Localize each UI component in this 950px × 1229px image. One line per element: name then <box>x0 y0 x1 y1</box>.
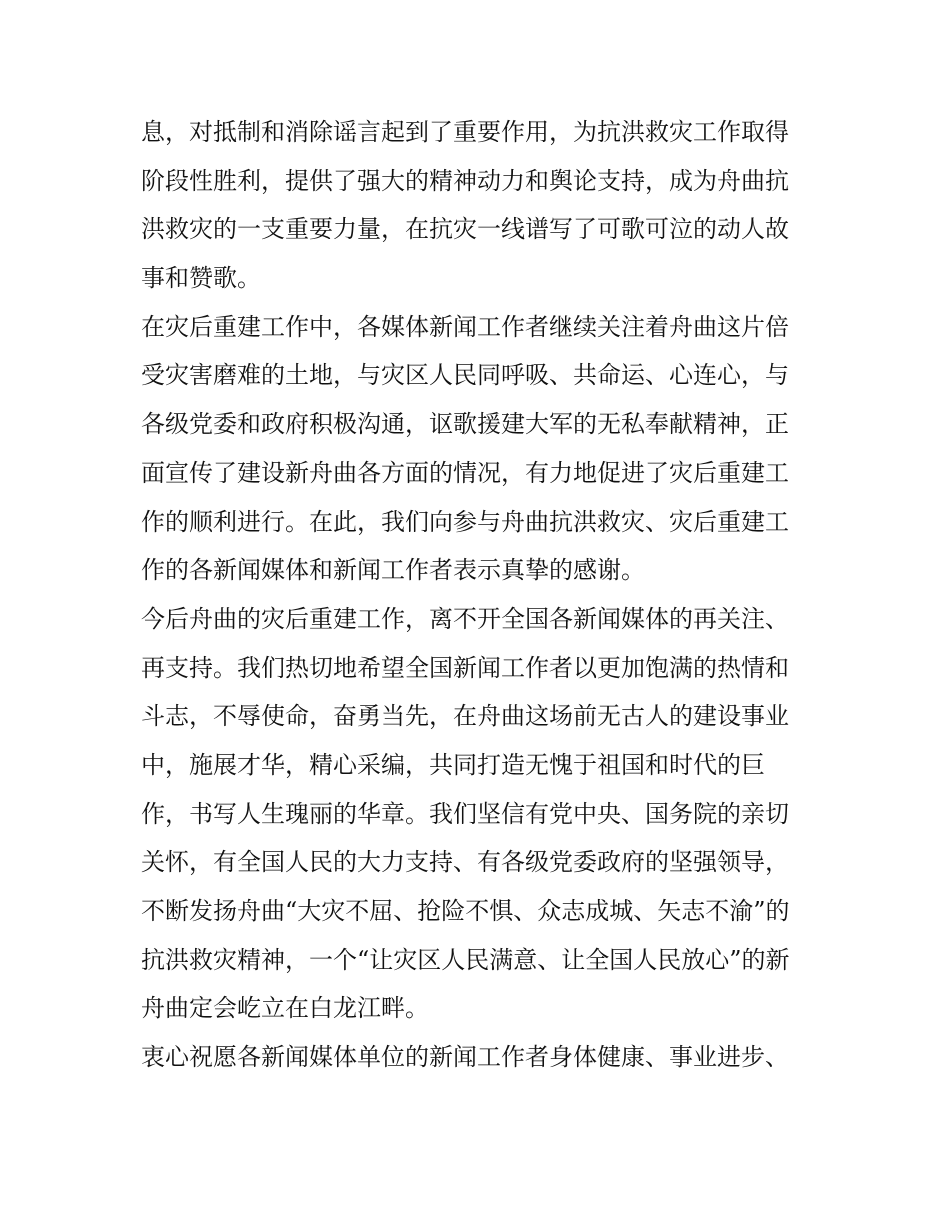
text-line: 抗洪救灾精神，一个“让灾区人民满意、让全国人民放心”的新 <box>141 945 790 974</box>
text-line: 洪救灾的一支重要力量，在抗灾一线谱写了可歌可泣的动人故 <box>141 215 789 244</box>
text-line: 关怀，有全国人民的大力支持、有各级党委政府的坚强领导， <box>141 848 789 877</box>
text-line: 作，书写人生瑰丽的华章。我们坚信有党中央、国务院的亲切 <box>141 799 789 828</box>
text-line: 今后舟曲的灾后重建工作，离不开全国各新闻媒体的再关注、 <box>141 604 789 633</box>
text-line: 在灾后重建工作中，各媒体新闻工作者继续关注着舟曲这片倍 <box>141 312 789 341</box>
text-line: 作的各新闻媒体和新闻工作者表示真挚的感谢。 <box>141 556 645 585</box>
text-line: 不断发扬舟曲“大灾不屈、抢险不惧、众志成城、矢志不渝”的 <box>141 897 790 925</box>
body-text <box>141 108 813 1082</box>
text-line: 舟曲定会屹立在白龙江畔。 <box>141 994 429 1023</box>
text-line: 受灾害磨难的土地，与灾区人民同呼吸、共命运、心连心，与 <box>141 361 789 390</box>
text-line: 各级党委和政府积极沟通，讴歌援建大军的无私奉献精神，正 <box>141 410 789 439</box>
text-line: 息，对抵制和消除谣言起到了重要作用，为抗洪救灾工作取得 <box>141 118 789 146</box>
text-line: 面宣传了建设新舟曲各方面的情况，有力地促进了灾后重建工 <box>141 458 789 487</box>
text-line: 再支持。我们热切地希望全国新闻工作者以更加饱满的热情和 <box>141 653 789 682</box>
text-line: 阶段性胜利，提供了强大的精神动力和舆论支持，成为舟曲抗 <box>141 166 789 195</box>
text-line: 事和赞歌。 <box>141 264 261 293</box>
text-line: 斗志，不辱使命，奋勇当先，在舟曲这场前无古人的建设事业 <box>141 702 789 731</box>
text-line: 作的顺利进行。在此，我们向参与舟曲抗洪救灾、灾后重建工 <box>141 507 789 536</box>
text-line: 中，施展才华，精心采编，共同打造无愧于祖国和时代的巨 <box>141 750 765 779</box>
text-line: 衷心祝愿各新闻媒体单位的新闻工作者身体健康、事业进步、 <box>141 1043 789 1072</box>
